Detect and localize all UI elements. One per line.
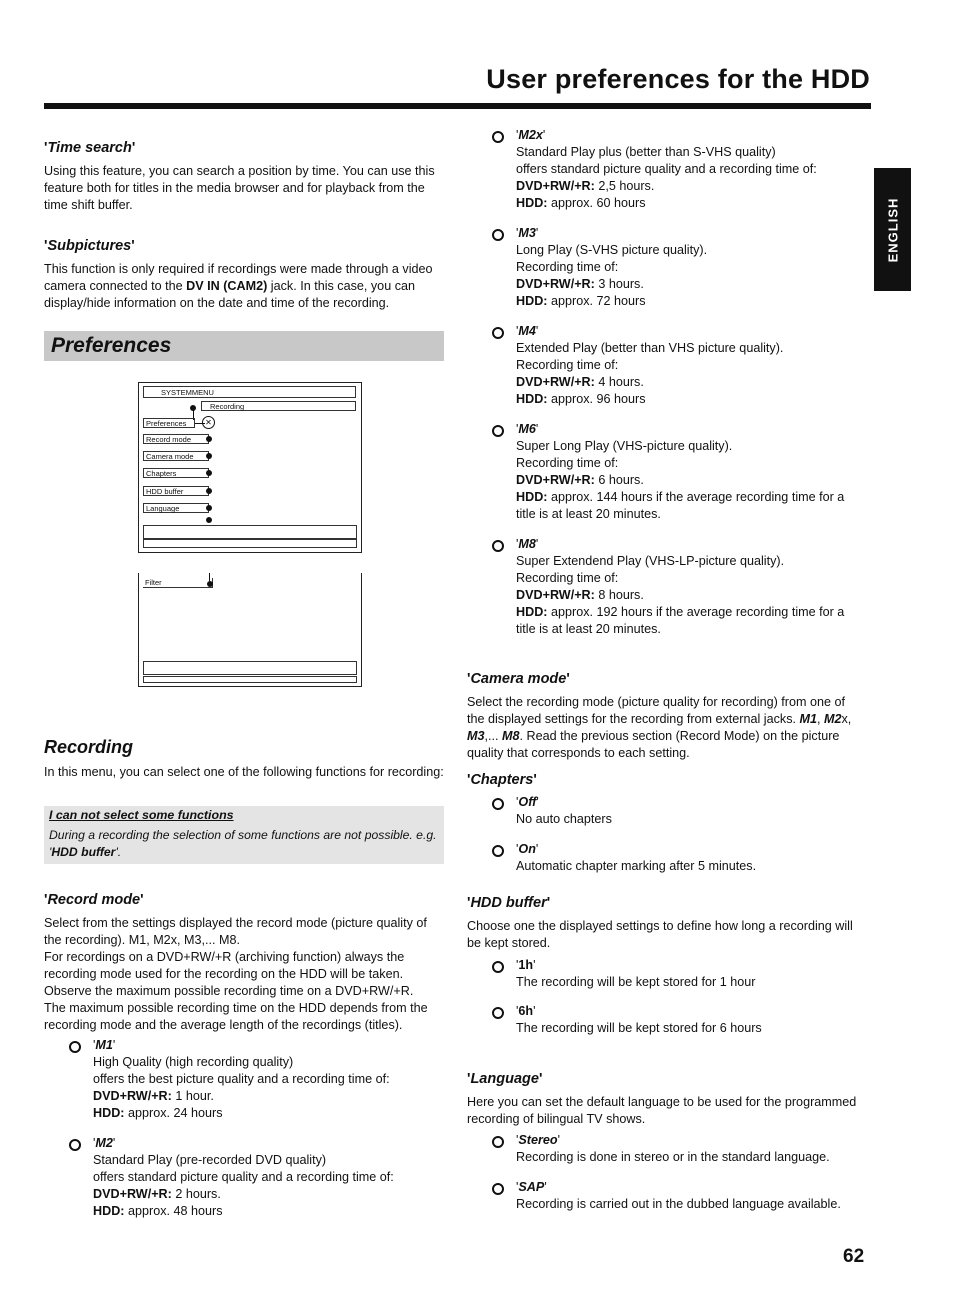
bullet-circle-icon — [69, 1139, 81, 1151]
bullet-circle-icon — [492, 1136, 504, 1148]
hdd-buffer-heading: 'HDD buffer' — [467, 895, 551, 911]
time-search-body: Using this feature, you can search a position by time. You can use this feature both for titles in the media browser and for playback from the time shift buffer. — [44, 164, 435, 212]
page-number: 62 — [843, 1246, 865, 1267]
preferences-heading: Preferences — [51, 334, 172, 357]
subpictures-heading: 'Subpictures' — [44, 238, 135, 254]
note-title: I can not select some functions — [49, 808, 234, 822]
note-box — [44, 806, 444, 864]
time-search-section — [44, 139, 444, 214]
menu-dot — [206, 436, 212, 442]
hdd-buffer-body: Choose one the displayed settings to define how long a recording will be kept stored. — [467, 919, 853, 950]
menu-item-language: Language — [143, 503, 209, 513]
bullet-circle-icon — [492, 845, 504, 857]
side-tab-label: ENGLISH — [885, 197, 900, 262]
menu-title: SYSTEMMENU — [143, 386, 356, 398]
record-mode-section — [44, 891, 444, 1034]
menu-item-record-mode: Record mode — [143, 434, 209, 444]
recording-body: In this menu, you can select one of the following functions for recording: — [44, 765, 444, 779]
recording-heading: Recording — [44, 737, 134, 757]
bullet-circle-icon — [492, 1007, 504, 1019]
menu-item-filter: Filter — [143, 578, 213, 588]
bullet-circle-icon — [492, 540, 504, 552]
menu-dot — [206, 470, 212, 476]
bullet-circle-icon — [492, 1183, 504, 1195]
menu-item-chapters: Chapters — [143, 468, 209, 478]
bullet-circle-icon — [492, 798, 504, 810]
language-side-tab — [874, 168, 911, 291]
camera-mode-heading: 'Camera mode' — [467, 671, 570, 687]
preferences-section-bar — [44, 331, 444, 361]
bullet-circle-icon — [492, 425, 504, 437]
menu-info-bar — [143, 661, 357, 675]
hdd-buffer-section — [467, 894, 867, 952]
bullet-circle-icon — [492, 327, 504, 339]
title-rule — [44, 103, 871, 109]
language-section — [467, 1070, 867, 1128]
menu-item-hdd-buffer: HDD buffer — [143, 486, 209, 496]
record-mode-body: Select from the settings displayed the record mode (picture quality of the recording). M1, M2x, M3,... M8. For recordings on a DVD+RW/+R (archiving function) always the recording mode used for the recording on the HDD will be taken. Observe the maximum possible recording time on a DVD+RW/+R. The maximum possible recording time on the HDD depends from the recording mode and the average length of the recordings (titles). — [44, 916, 428, 1032]
menu-select-icon: ✕ — [202, 416, 215, 429]
language-body: Here you can set the default language to be used for the programmed recording of bilingual TV shows. — [467, 1095, 857, 1126]
bullet-circle-icon — [492, 131, 504, 143]
camera-mode-body: Select the recording mode (picture quality for recording) from one of the displayed settings for the recording from external jacks. M1, M2x, M3,... M8. Read the previous section (Record Mode) on the picture quality that corresponds to each setting. — [467, 695, 852, 760]
menu-dot — [206, 517, 212, 523]
menu-item-preferences: Preferences — [143, 418, 195, 428]
language-heading: 'Language' — [467, 1071, 543, 1087]
menu-connector-line — [209, 573, 210, 581]
menu-dot — [206, 453, 212, 459]
menu-item-camera-mode: Camera mode — [143, 451, 209, 461]
subpictures-section — [44, 237, 444, 312]
filter-menu-diagram — [138, 573, 362, 687]
record-mode-heading: 'Record mode' — [44, 892, 144, 908]
subpictures-body: This function is only required if recordings were made through a video camera connected to the DV IN (CAM2) jack. In this case, you can display/hide information on the date and time of the recording. — [44, 262, 433, 310]
menu-dot — [206, 505, 212, 511]
chapters-heading: 'Chapters' — [467, 772, 537, 788]
bullet-circle-icon — [69, 1041, 81, 1053]
menu-info-bar — [143, 676, 357, 683]
bullet-circle-icon — [492, 229, 504, 241]
page-title: User preferences for the HDD — [486, 64, 870, 94]
camera-mode-section — [467, 670, 867, 762]
menu-submenu-recording: Recording — [201, 401, 356, 411]
time-search-heading: 'Time search' — [44, 140, 136, 156]
note-body: During a recording the selection of some functions are not possible. e.g. 'HDD buffer'. — [49, 828, 437, 859]
system-menu-diagram — [138, 382, 362, 553]
bullet-circle-icon — [492, 961, 504, 973]
menu-dot — [206, 488, 212, 494]
menu-info-bar — [143, 539, 357, 548]
menu-dot — [207, 581, 213, 587]
menu-info-bar — [143, 525, 357, 539]
